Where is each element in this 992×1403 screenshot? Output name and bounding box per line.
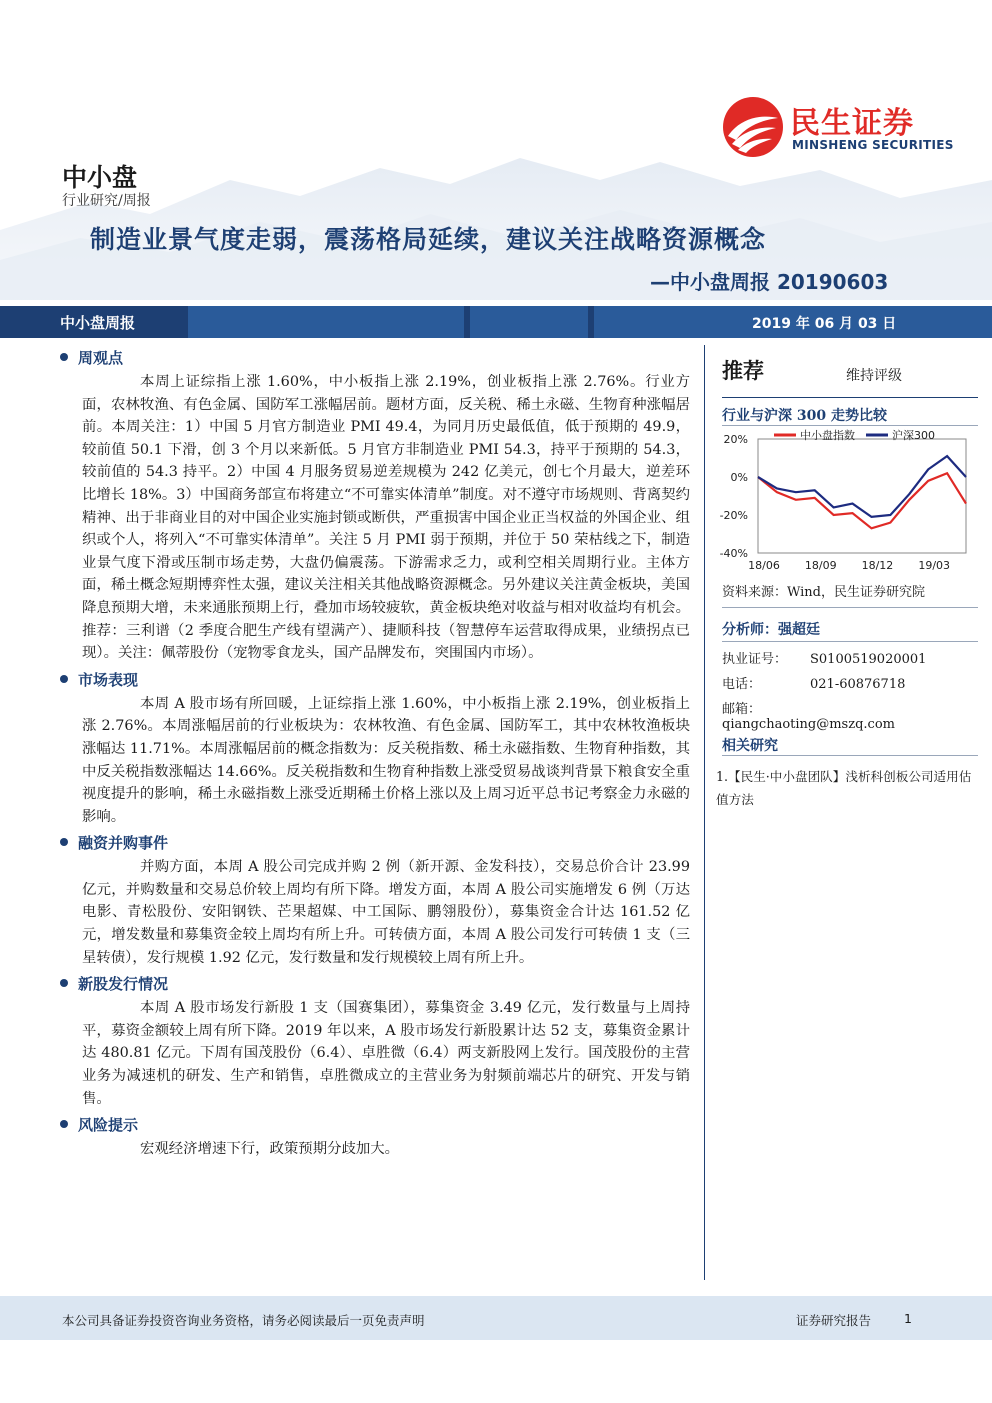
bullet-icon (60, 838, 68, 846)
analyst-title: 分析师：强超廷 (722, 622, 820, 638)
legend-label: 沪深300 (892, 429, 935, 442)
band-label: 中小盘周报 (60, 314, 136, 332)
y-tick-label: -20% (719, 509, 748, 522)
sector-title: 中小盘 (62, 163, 138, 192)
bullet-icon (60, 353, 68, 361)
x-tick-label: 19/03 (918, 559, 951, 572)
section-body: 本周 A 股市场发行新股 1 支（国赛集团），募集资金 3.49 亿元，发行数量与上周持平，募资金额较上周有所下降。2019 年以来，A 股市场发行新股累计达 52 支，募集资金累计达 480.81 亿元。下周有国茂股份（6.4）、卓胜微（6.4）两支新股网上发行。国茂股份的主营业务为减速机的研发、生产和销售，卓胜微成立的主营业务为射频前端芯片的研究、开发与销售。 (82, 1000, 690, 1107)
bullet-icon (60, 979, 68, 987)
chart-source: 资料来源：Wind，民生证券研究院 (722, 585, 925, 600)
analyst-info-row: 电话： 021-60876718 (722, 677, 906, 692)
x-tick-label: 18/12 (861, 559, 894, 572)
divider (722, 641, 978, 642)
report-subtitle: —中小盘周报 20190603 (650, 270, 889, 294)
section-body: 本周 A 股市场有所回暖，上证综指上涨 1.60%，中小板指上涨 2.19%，创业板指上涨 2.76%。本周涨幅居前的行业板块为：农林牧渔、有色金属、国防军工，其中农林牧渔板块涨幅达 11.71%。本周涨幅居前的概念指数为：反关税指数、稀土永磁指数、生物育种指数，其中反关税指数涨幅达 14.66%。反关税指数和生物育种指数上涨受贸易战谈判背景下粮食安全重视度提升的影响，稀土永磁指数上涨受近期稀土价格上涨以及上周习近平总书记考察金力永磁的影响。 (82, 695, 690, 825)
bullet-icon (60, 675, 68, 683)
section-body: 并购方面，本周 A 股公司完成并购 2 例（新开源、金发科技），交易总价合计 23.99 亿元，并购数量和交易总价较上周均有所下降。增发方面，本周 A 股公司实施增发 6 例（万达电影、青松股份、安阳钢铁、芒果超媒、中工国际、鹏翎股份），募集资金合计达 161.52 亿元，增发数量和募集资金较上周均有所上升。可转债方面，本周 A 股公司发行可转债 1 支（三星转债），发行规模 1.92 亿元，发行数量和发行规模较上周有所上升。 (82, 859, 690, 966)
section-heading: 市场表现 (60, 669, 690, 691)
bullet-icon (60, 1120, 68, 1128)
brand-name-en: MINSHENG SECURITIES (792, 138, 954, 152)
column-divider (704, 345, 705, 1280)
footer-disclaimer: 本公司具备证券投资咨询业务资格，请务必阅读最后一页免责声明 (62, 1313, 425, 1328)
series-line (758, 456, 966, 517)
brand-name: 民生证券 (790, 106, 914, 141)
legend-label: 中小盘指数 (800, 429, 855, 442)
footer-report-type: 证券研究报告 (796, 1313, 872, 1328)
x-tick-label: 18/06 (748, 559, 780, 572)
section-heading: 周观点 (60, 347, 690, 369)
minsheng-logo-icon (722, 96, 784, 158)
y-tick-label: 20% (723, 433, 748, 446)
analyst-info-row: 邮箱：qiangchaoting@mszq.com (722, 702, 895, 732)
divider (722, 755, 978, 756)
report-title: 制造业景气度走弱，震荡格局延续，建议关注战略资源概念 (90, 225, 767, 254)
section-heading: 新股发行情况 (60, 973, 690, 995)
report-date: 2019 年 06 月 03 日 (752, 316, 897, 332)
page-number: 1 (904, 1311, 912, 1326)
section-body: 本周上证综指上涨 1.60%，中小板指上涨 2.19%，创业板指上涨 2.76%。行业方面，农林牧渔、有色金属、国防军工涨幅居前。题材方面，反关税、稀土永磁、生物育种涨幅居前。本周关注：1）中国 5 月官方制造业 PMI 49.4，为同月历史最低值，低于预期的 49.9，较前值 50.1 下滑，创 3 个月以来新低。5 月官方非制造业 PMI 54.3，持平于预期的 54.3，较前值的 54.3 持平。2）中国 4 月服务贸易逆差规模为 242 亿美元，创七个月最大，逆差环比增长 18%。3）中国商务部宣布将建立“不可靠实体清单”制度。对不遵守市场规则、背离契约精神、出于非商业目的对中国企业实施封锁或断供，严重损害中国企业正当权益的外国企业、组织或个人，将列入“不可靠实体清单”。关注 5 月 PMI 弱于预期，并位于 50 荣枯线之下，制造业景气度下滑或压制市场走势，大盘仍偏震荡。下游需求乏力，或利空相关周期行业。主体方面，稀土概念短期博弈性太强，建议关注相关其他战略资源概念。另外建议关注黄金板块，美国降息预期大增，未来通胀预期上行，叠加市场较疲软，黄金板块绝对收益与相对收益均有机会。推荐：三利谱（2 季度合肥生产线有望满产）、捷顺科技（智慧停车运营取得成果，业绩拐点已现）。关注：佩蒂股份（宠物零食龙头，国产品牌发布，突围国内市场）。 (82, 374, 690, 662)
rating-value: 维持评级 (846, 368, 902, 384)
divider (722, 607, 978, 608)
divider (722, 397, 978, 398)
chart-section-title: 行业与沪深 300 走势比较 (722, 408, 887, 424)
rating-label: 推荐 (722, 358, 764, 383)
related-research-title: 相关研究 (722, 738, 778, 754)
y-tick-label: 0% (730, 471, 748, 484)
x-tick-label: 18/09 (804, 559, 837, 572)
trend-chart (716, 425, 978, 577)
section-heading: 融资并购事件 (60, 832, 690, 854)
related-research-item[interactable]: 1.【民生·中小盘团队】浅析科创板公司适用估值方法 (716, 769, 972, 807)
section-heading: 风险提示 (60, 1114, 690, 1136)
main-content (60, 345, 690, 1165)
y-tick-label: -40% (719, 547, 748, 560)
series-line (758, 473, 966, 528)
analyst-info-row: 执业证号： S0100519020001 (722, 652, 927, 667)
document-type: 行业研究/周报 (62, 193, 151, 209)
section-body: 宏观经济增速下行，政策预期分歧加大。 (140, 1141, 400, 1158)
